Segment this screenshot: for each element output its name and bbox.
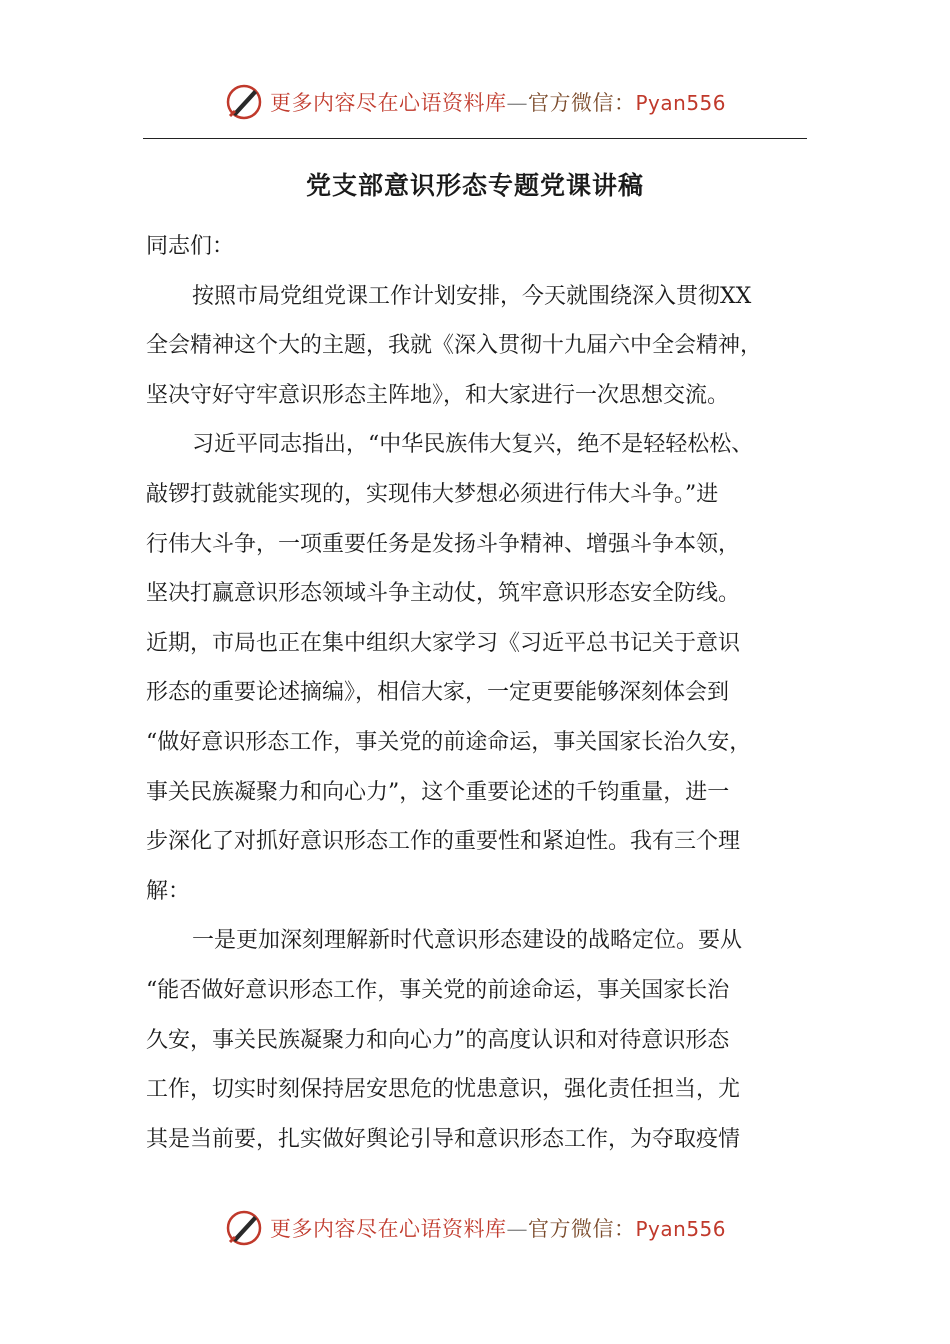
body-line: 其是当前要，扎实做好舆论引导和意识形态工作，为夺取疫情 xyxy=(146,1126,741,1152)
banner-text: 更多内容尽在心语资料库—官方微信：Pyan556 xyxy=(270,91,727,115)
header-watermark-banner xyxy=(224,82,726,122)
quill-logo-icon xyxy=(224,82,264,122)
body-line: 工作，切实时刻保持居安思危的忧患意识，强化责任担当，尤 xyxy=(146,1077,741,1103)
body-line: 敲锣打鼓就能实现的，实现伟大梦想必须进行伟大斗争。”进 xyxy=(146,481,719,507)
document-title: 党支部意识形态专题党课讲稿 xyxy=(305,171,644,200)
body-line: 一是更加深刻理解新时代意识形态建设的战略定位。要从 xyxy=(192,928,743,954)
body-line: 久安，事关民族凝聚力和向心力”的高度认识和对待意识形态 xyxy=(146,1027,730,1053)
banner-text: 更多内容尽在心语资料库—官方微信：Pyan556 xyxy=(270,1217,727,1241)
quill-logo-icon xyxy=(224,1208,264,1248)
body-line: “做好意识形态工作，事关党的前途命运，事关国家长治久安， xyxy=(146,729,752,755)
header-divider xyxy=(143,138,807,139)
body-line: 步深化了对抓好意识形态工作的重要性和紧迫性。我有三个理 xyxy=(146,829,741,855)
footer-watermark-banner xyxy=(224,1208,726,1248)
body-line: 行伟大斗争，一项重要任务是发扬斗争精神、增强斗争本领， xyxy=(146,531,741,557)
body-line: 同志们： xyxy=(146,234,235,259)
document-body xyxy=(146,222,810,1164)
body-line: “能否做好意识形态工作，事关党的前途命运，事关国家长治 xyxy=(146,977,730,1003)
body-line: 事关民族凝聚力和向心力”，这个重要论述的千钧重量，进一 xyxy=(146,779,730,805)
body-line: 坚决打赢意识形态领域斗争主动仗，筑牢意识形态安全防线。 xyxy=(146,581,741,607)
body-line: 近期，市局也正在集中组织大家学习《习近平总书记关于意识 xyxy=(146,630,741,656)
body-line: 按照市局党组党课工作计划安排，今天就围绕深入贯彻XX xyxy=(192,283,752,309)
body-line: 习近平同志指出，“中华民族伟大复兴，绝不是轻轻松松、 xyxy=(192,432,754,458)
body-line: 形态的重要论述摘编》，相信大家，一定更要能够深刻体会到 xyxy=(146,680,730,706)
body-line: 全会精神这个大的主题，我就《深入贯彻十九届六中全会精神， xyxy=(146,333,763,359)
body-line: 坚决守好守牢意识形态主阵地》，和大家进行一次思想交流。 xyxy=(146,382,730,408)
body-line: 解： xyxy=(146,878,191,904)
